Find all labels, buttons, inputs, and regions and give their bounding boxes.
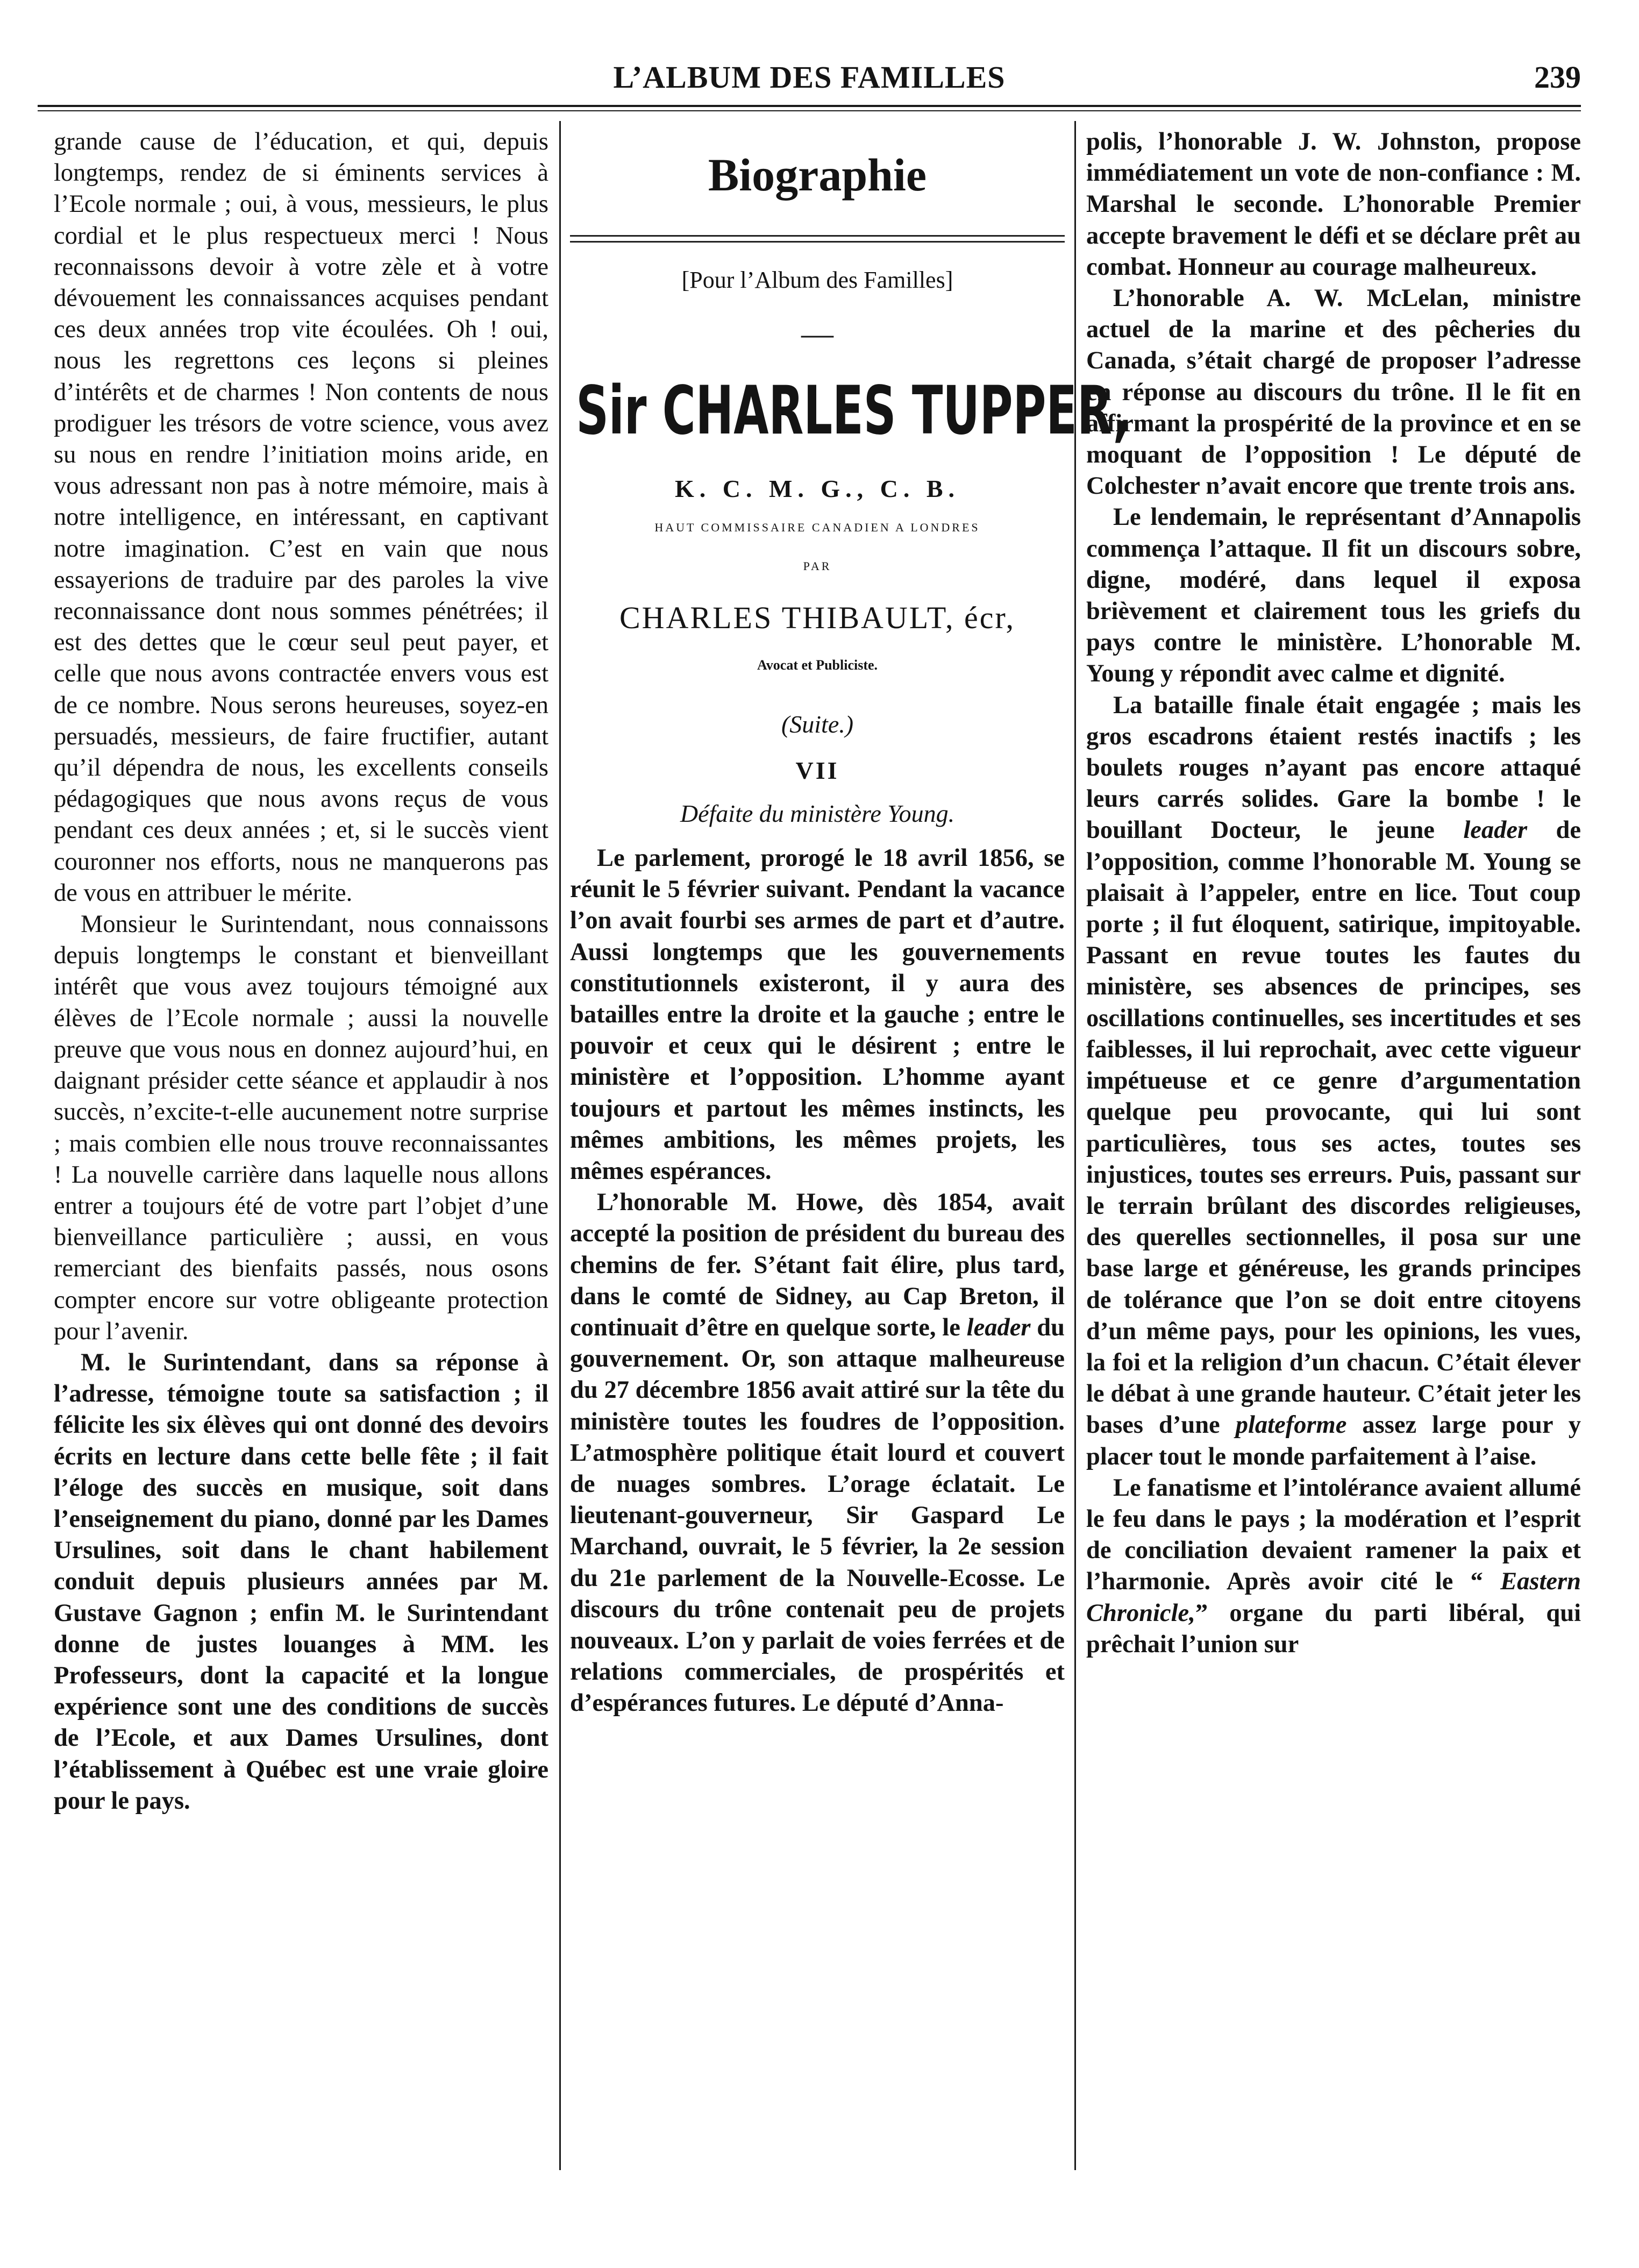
column-divider [559,121,561,2170]
paragraph: La bataille finale était engagée ; mais les gros escadrons étaient restés inactifs ; les boulets rouges n’ayant pas encore attaqué leurs carrés solides. Gare la bombe ! le bouillant Docteur, le jeune leader de l’opposition, comme l’honorable M. Young se plaisait à l’appeler, entre en lice. Tout coup porte ; il fut éloquent, satirique, impitoyable. Passant en revue toutes les fautes du ministère, ses absences de principes, ses oscillations continuelles, ses incertitudes et ses faiblesses, il lui reprochait, avec cette vigueur impétueuse et ce genre d’argumentation quelque peu provocante, qui lui sont particulières, tous ses actes, toutes ses injustices, toutes ses erreurs. Puis, passant sur le terrain brûlant des discordes religieuses, des querelles sectionnelles, il posa sur une base large et généreuse, les grands principes de tolérance que l’on se doit entre citoyens d’un même pays, pour les opinions, les vues, la foi et la religion d’un chacun. C’était élever le débat à une grande hauteur. C’était jeter les bases d’une plateforme assez large pour y placer tout le monde parfaitement à l’aise. [1086,691,1581,1470]
header-rule [38,105,1581,111]
column-left [54,126,548,2175]
title-rule [570,235,1065,243]
paragraph: grande cause de l’éducation, et qui, depuis longtemps, rendez de si éminents services à l’Ecole normale ; oui, à vous, messieurs, le plus cordial et le plus respectueux merci ! Nous reconnaissons devoir à votre zèle et à votre dévouement les connaissances acquises pendant ces deux années trop vite écoulées. Oh ! oui, nous les regrettons ces leçons si pleines d’intérêts et de charmes ! Non contents de nous prodiguer les trésors de votre science, vous avez su nous en rendre l’initiation moins aride, en vous adressant non pas à notre mémoire, mais à notre intelligence, en intéressant, en captivant notre imagination. C’est en vain que nous essayerions de traduire par des paroles la vive reconnaissance dont nous sommes pénétrées; il est des dettes que le cœur seul peut payer, et celle que nous avons contractée envers vous est de ce nombre. Nous serons heureuses, soyez-en persuadés, messieurs, de faire fructifier, autant qu’il dépendra de nous, les excellents conseils pédagogiques que nous avons reçus de vous pendant ces deux années ; et, si le succès vient couronner nos efforts, nous ne manquerons pas de vous en attribuer le mérite. [54,128,548,907]
page-number: 239 [1534,60,1581,95]
by-line: PAR [803,559,832,573]
chapter-title: Défaite du ministère Young. [680,800,955,827]
paragraph: L’honorable M. Howe, dès 1854, avait accepté la position de président du bureau des chemins de fer. S’étant fait élire, plus tard, dans le comté de Sidney, au Cap Breton, il continuait d’être en quelque sorte, le leader du gouvernement. Or, son attaque malheureuse du 27 décembre 1856 avait attiré sur la tête du ministère toutes les foudres de l’opposition. L’atmosphère politique était lourd et couvert de nuages sombres. L’orage éclatait. Le lieutenant-gouverneur, Sir Gaspard Le Marchand, ouvrait, le 5 février, la 2e session du 21e parlement de la Nouvelle-Ecosse. Le discours du trône contenait peu de projets nouveaux. L’on y parlait de voies ferrées et de relations commerciales, de prospérités et d’espérances futures. Le député d’Anna- [570,1189,1065,1717]
paragraph: polis, l’honorable J. W. Johnston, propose immédiatement un vote de non-confiance : M. Marshal le seconde. L’honorable Premier accepte bravement le défi et se déclare prêt au combat. Honneur au courage malheureux. [1086,128,1581,281]
author-role: Avocat et Publiciste. [757,657,878,673]
subject-honors: K. C. M. G., C. B. [674,475,960,502]
author-name: CHARLES THIBAULT, écr, [619,600,1015,635]
subject-post: HAUT COMMISSAIRE CANADIEN A LONDRES [654,521,980,534]
running-title: L’ALBUM DES FAMILLES [613,60,1006,95]
chapter-number: VII [795,757,839,784]
column-middle [570,126,1130,2175]
paragraph: Le fanatisme et l’intolérance avaient allumé le feu dans le pays ; la modération et l’esprit de conciliation devaient ramener la paix et l’harmonie. Après avoir cité le “ Eastern Chronicle,” organe du parti libéral, qui prêchait l’union sur [1086,1474,1581,1658]
paragraph: L’honorable A. W. McLelan, ministre actuel de la marine et des pêcheries du Canada, s’était chargé de proposer l’adresse en réponse au discours du trône. Il le fit en affirmant la prospérité de la province et en se moquant de l’opposition ! Le député de Colchester n’avait encore que trente trois ans. [1086,285,1581,500]
continued-note: (Suite.) [781,710,854,738]
page-header [38,59,1581,102]
column-right [1086,126,1581,2175]
paragraph: Monsieur le Surintendant, nous connaissons depuis longtemps le constant et bienveillant intérêt que vous avez toujours témoigné aux élèves de l’Ecole normale ; aussi la nouvelle preuve que vous nous en donnez aujourd’hui, en daignant présider cette séance et applaudir à nos succès, n’excite-t-elle aucunement notre surprise ; mais combien elle nous trouve reconnaissantes ! La nouvelle carrière dans laquelle nous allons entrer a toujours été de votre part l’objet d’une bienveillance particulière ; aussi, en vous remerciant des bienfaits passés, nous osons compter encore sur votre obligeante protection pour l’avenir. [54,911,548,1345]
source-note: [Pour l’Album des Familles] [681,267,953,293]
dash-separator: — [801,316,833,351]
paragraph: Le lendemain, le représentant d’Annapolis commença l’attaque. Il fit un discours sobre, digne, modéré, dans lequel il exposa brièvement et clairement tous les griefs du pays contre le ministère. L’honorable M. Young y répondit avec calme et dignité. [1086,503,1581,688]
paragraph: Le parlement, prorogé le 18 avril 1856, se réunit le 5 février suivant. Pendant la vacance l’on avait fourbi ses armes de part et d’autre. Aussi longtemps que les gouvernements constitutionnels existeront, il y aura des batailles entre la droite et la gauche ; entre le pouvoir et ceux qui le désirent ; entre le ministère et l’opposition. L’homme ayant toujours et partout les mêmes instincts, les mêmes ambitions, les mêmes projets, les mêmes espérances. [570,844,1065,1185]
section-title: Biographie [708,149,927,201]
subject-name: Sir CHARLES TUPPER, [576,372,1130,450]
paragraph: M. le Surintendant, dans sa réponse à l’adresse, témoigne toute sa satisfaction ; il félicite les six élèves qui ont donné des devoirs écrits en lecture dans cette belle fête ; il fait l’éloge des succès en musique, soit dans l’enseignement du piano, donné par les Dames Ursulines, soit dans le chant habilement conduit depuis plusieurs années par M. Gustave Gagnon ; enfin M. le Surintendant donne de justes louanges à MM. les Professeurs, dont la capacité et la longue expérience sont une des conditions de succès de l’Ecole, et aux Dames Ursulines, dont l’établissement à Québec est une vraie gloire pour le pays. [54,1348,548,1815]
